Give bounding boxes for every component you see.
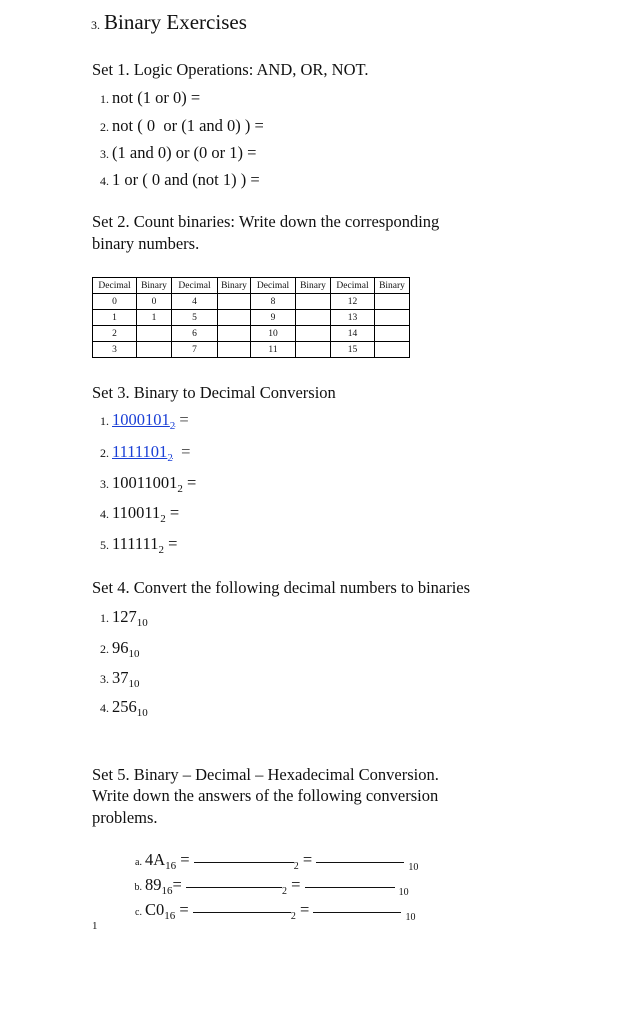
set3-item: 5. $111111_2$ = (100, 534, 178, 556)
set1-item: 2. not ( 0 or (1 and 0) ) = (100, 116, 264, 135)
table-cell[interactable] (218, 342, 251, 358)
table-cell[interactable] (375, 326, 410, 342)
table-cell[interactable] (296, 310, 331, 326)
answer-line[interactable] (313, 911, 401, 913)
table-header: Decimal (331, 278, 375, 294)
table-cell[interactable] (375, 310, 410, 326)
table-cell[interactable] (218, 294, 251, 310)
set2-title-line1: Set 2. Count binaries: Write down the corresponding (92, 212, 440, 231)
table-cell[interactable] (375, 294, 410, 310)
table-cell: 8 (251, 294, 296, 310)
binary-value-link[interactable]: $1000101_2$ (112, 410, 176, 432)
table-row (93, 310, 410, 326)
table-header: Decimal (93, 278, 137, 294)
table-cell: 15 (331, 342, 375, 358)
table-header: Decimal (172, 278, 218, 294)
set1-title: Set 1. Logic Operations: AND, OR, NOT. (92, 60, 369, 79)
set4-item: 2. $96_{10}$ (100, 638, 140, 660)
table-cell: 7 (172, 342, 218, 358)
table-cell: 3 (93, 342, 137, 358)
table-cell: 5 (172, 310, 218, 326)
table-cell: 11 (251, 342, 296, 358)
table-cell[interactable] (296, 342, 331, 358)
table-cell[interactable] (137, 342, 172, 358)
exercise-heading (91, 10, 247, 35)
set5-title-line1: Set 5. Binary – Decimal – Hexadecimal Conversion. (92, 765, 439, 784)
set1-item: 3. (1 and 0) or (0 or 1) = (100, 143, 257, 162)
answer-line[interactable] (305, 886, 395, 888)
set5-item: a. $4A_{16} = _2 = _{10}$ (135, 850, 419, 873)
table-header-row (93, 278, 410, 294)
table-cell: 4 (172, 294, 218, 310)
table-cell[interactable]: 1 (137, 310, 172, 326)
set5-title-line3: problems. (92, 808, 158, 827)
answer-line[interactable] (193, 911, 291, 913)
table-cell[interactable] (296, 294, 331, 310)
set3-item: 4. $110011_2$ = (100, 503, 180, 525)
table-cell: 14 (331, 326, 375, 342)
heading-title: Binary Exercises (104, 10, 247, 34)
table-cell[interactable]: 0 (137, 294, 172, 310)
set3-item: 1. $1000101_2$ = (100, 410, 189, 432)
set4-title: Set 4. Convert the following decimal numbers to binaries (92, 578, 471, 597)
answer-line[interactable] (194, 861, 294, 863)
set1-item: 4. 1 or ( 0 and (not 1) ) = (100, 170, 260, 189)
heading-number: 3. (91, 18, 100, 32)
set1-item: 1. not (1 or 0) = (100, 88, 201, 107)
table-header: Binary (296, 278, 331, 294)
set3-item: 3. $10011001_2$ = (100, 473, 197, 495)
table-row (93, 326, 410, 342)
set4-item: 4. $256_{10}$ (100, 697, 148, 719)
set5-title-line2: Write down the answers of the following conversion (92, 786, 439, 805)
set3-item: 2. $1111101_2$ = (100, 442, 191, 464)
table-cell: 6 (172, 326, 218, 342)
page-number: 1 (92, 920, 98, 932)
answer-line[interactable] (186, 886, 282, 888)
table-cell: 9 (251, 310, 296, 326)
set3-title: Set 3. Binary to Decimal Conversion (92, 383, 336, 402)
table-cell[interactable] (218, 326, 251, 342)
set4-item: 3. $37_{10}$ (100, 668, 140, 690)
table-cell: 12 (331, 294, 375, 310)
table-header: Binary (137, 278, 172, 294)
set5-item: b. $89_{16}= _2 = _{10}$ (134, 875, 409, 898)
table-header: Decimal (251, 278, 296, 294)
table-cell: 0 (93, 294, 137, 310)
binary-count-table (92, 277, 410, 358)
table-cell: 13 (331, 310, 375, 326)
table-row (93, 342, 410, 358)
set5-item: c. $C0_{16} = _2 = _{10}$ (135, 900, 416, 923)
table-header: Binary (218, 278, 251, 294)
table-cell: 2 (93, 326, 137, 342)
table-cell: 1 (93, 310, 137, 326)
table-cell[interactable] (296, 326, 331, 342)
table-cell: 10 (251, 326, 296, 342)
set4-item: 1. $127_{10}$ (100, 607, 148, 629)
table-cell[interactable] (137, 326, 172, 342)
table-cell[interactable] (218, 310, 251, 326)
set2-title-line2: binary numbers. (92, 234, 200, 253)
table-row (93, 294, 410, 310)
answer-line[interactable] (316, 861, 404, 863)
table-header: Binary (375, 278, 410, 294)
table-cell[interactable] (375, 342, 410, 358)
binary-value-link[interactable]: $1111101_2$ (112, 442, 173, 464)
